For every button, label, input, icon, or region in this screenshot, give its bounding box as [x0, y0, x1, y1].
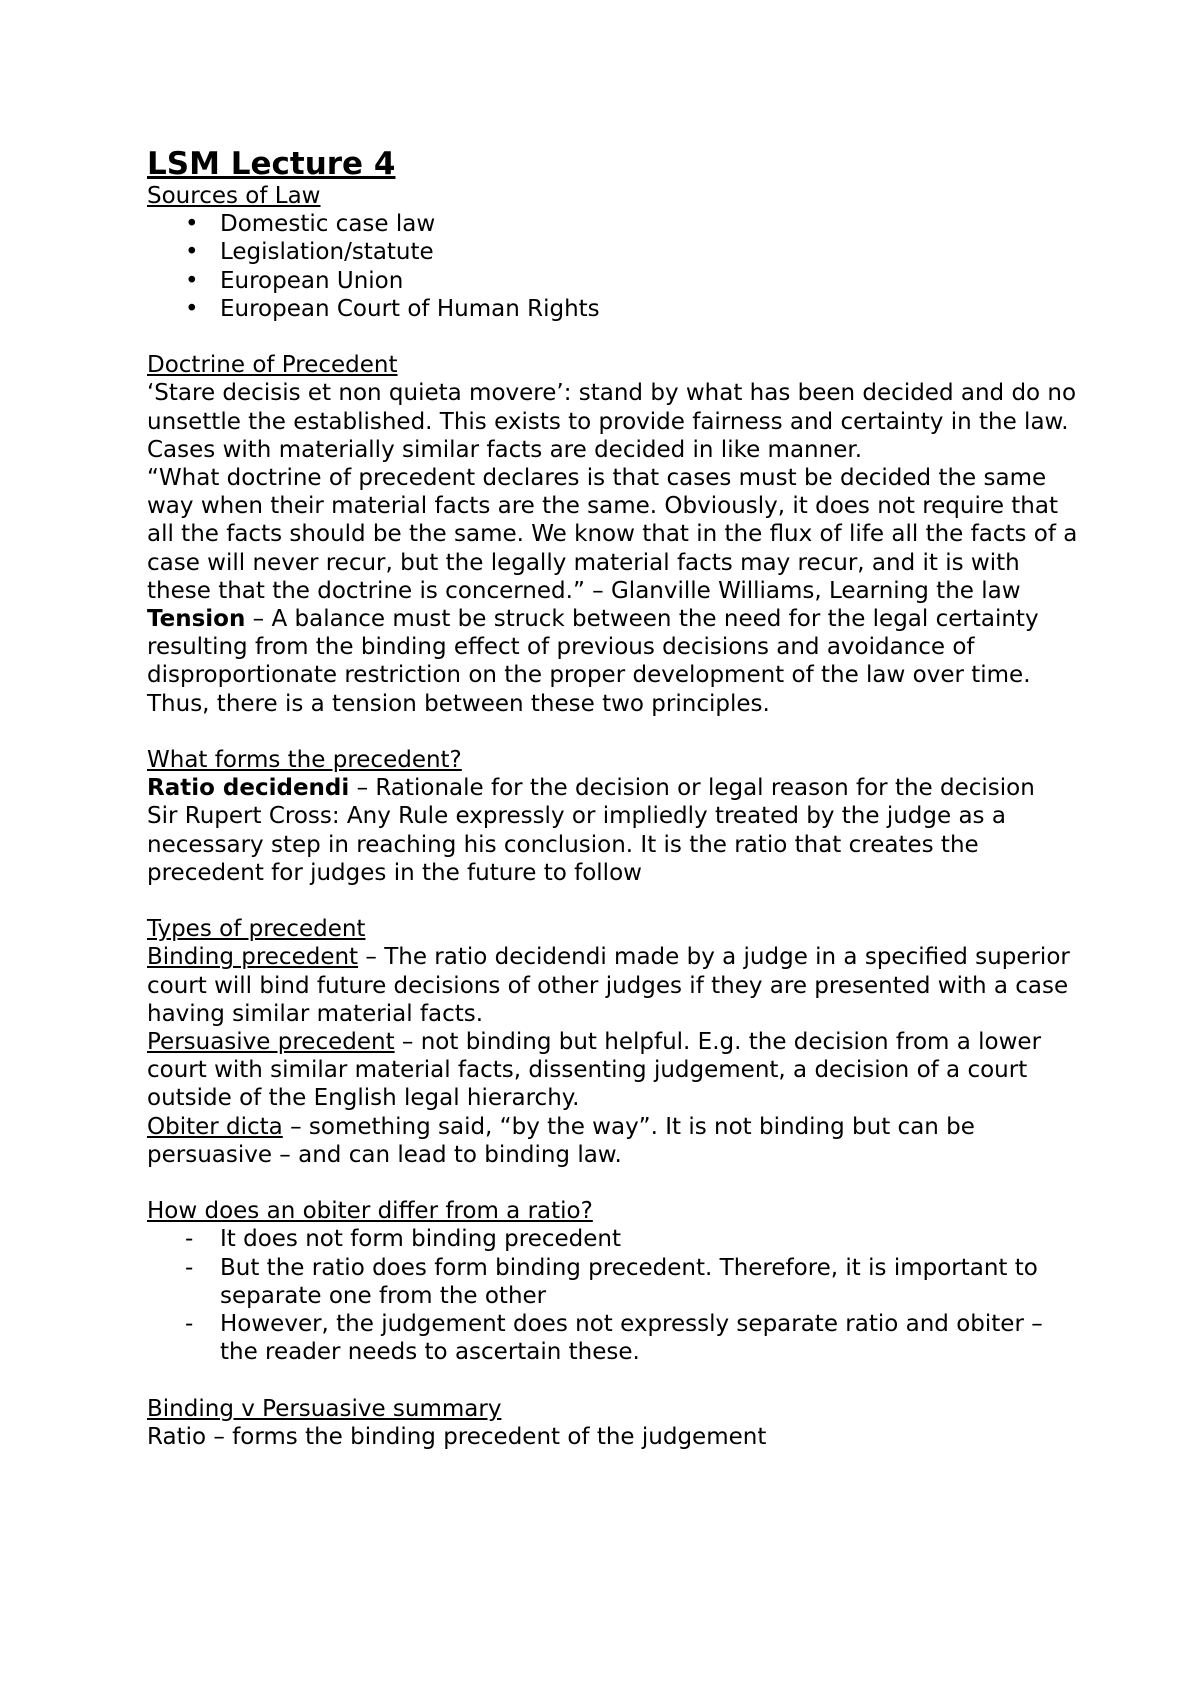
- doctrine-quote: “What doctrine of precedent declares is that cases must be decided the same way when their material facts are the same. Obviously, it does not require that all the facts should be the same. We know that in the flux of life all the facts of a case will never recur, but the legally material facts may recur, and it is with these that the doctrine is concerned.” – Glanville Williams, Learning the law: [147, 465, 1078, 604]
- sources-heading: Sources of Law: [147, 183, 321, 209]
- tension-text: – A balance must be struck between the need for the legal certainty resulting from the binding effect of previous decisions and avoidance of disproportionate restriction on the proper development of the law over time. Thus, there is a tension between these two principles.: [147, 606, 1039, 717]
- dash-icon: -: [185, 1254, 194, 1281]
- ratio-paragraph: [147, 774, 1087, 802]
- bullet-icon: •: [185, 267, 199, 294]
- persuasive-paragraph: [147, 1028, 1087, 1113]
- obiter-term: Obiter dicta: [147, 1113, 283, 1140]
- summary-heading: Binding v Persuasive summary: [147, 1395, 502, 1422]
- dash-icon: -: [185, 1311, 194, 1338]
- binding-text: – The ratio decidendi made by a judge in a specified superior court will bind future decisions of other judges if they are presented with a case having similar material facts.: [147, 944, 1070, 1027]
- list-item: • Domestic case law: [185, 211, 436, 238]
- tension-term: Tension: [147, 606, 246, 633]
- types-heading: Types of precedent: [147, 916, 366, 943]
- list-item: • European Court of Human Rights: [185, 295, 600, 322]
- bullet-icon: •: [185, 295, 199, 322]
- ratio-text: – Rationale for the decision or legal reason for the decision: [349, 775, 1035, 802]
- list-item: - It does not form binding precedent: [185, 1226, 622, 1253]
- tension-paragraph: [147, 605, 1087, 718]
- spacer: [147, 887, 1087, 915]
- spacer: [147, 323, 1087, 351]
- persuasive-term: Persuasive precedent: [147, 1029, 395, 1056]
- document-page: [147, 146, 1087, 1451]
- bullet-icon: •: [185, 239, 199, 266]
- sources-list: [147, 210, 1087, 323]
- spacer: [147, 1366, 1087, 1394]
- cross-paragraph: Sir Rupert Cross: Any Rule expressly or impliedly treated by the judge as a necessary step in reaching his conclusion. It is the ratio that creates the precedent for judges in the future to follow: [147, 803, 1006, 886]
- ratio-term: Ratio decidendi: [147, 775, 350, 802]
- doctrine-paragraph: ‘Stare decisis et non quieta movere’: stand by what has been decided and do no unsettle the established. This exists to provide fairness and certainty in the law. Cases with materially similar facts are decided in like manner.: [147, 380, 1077, 463]
- spacer: [147, 718, 1087, 746]
- spacer: [147, 1169, 1087, 1197]
- document-title: LSM Lecture 4: [147, 146, 396, 182]
- list-item: • Legislation/statute: [185, 239, 434, 266]
- obiter-text: – something said, “by the way”. It is not binding but can be persuasive – and can lead to binding law.: [147, 1113, 975, 1168]
- list-item: • European Union: [185, 267, 404, 294]
- binding-paragraph: [147, 943, 1087, 1028]
- doctrine-heading: Doctrine of Precedent: [147, 352, 398, 379]
- differ-heading: How does an obiter differ from a ratio?: [147, 1198, 593, 1225]
- list-item: - However, the judgement does not expressly separate ratio and obiter – the reader needs to ascertain these.: [185, 1311, 1043, 1366]
- forms-heading: What forms the precedent?: [147, 747, 462, 774]
- obiter-paragraph: [147, 1113, 1087, 1169]
- binding-term: Binding precedent: [147, 944, 359, 971]
- bullet-icon: •: [185, 211, 199, 238]
- dash-icon: -: [185, 1226, 194, 1253]
- differ-list: [147, 1225, 1087, 1366]
- summary-line: Ratio – forms the binding precedent of the judgement: [147, 1423, 767, 1450]
- list-item: - But the ratio does form binding precedent. Therefore, it is important to separate one from the other: [185, 1254, 1038, 1309]
- persuasive-text: – not binding but helpful. E.g. the decision from a lower court with similar material facts, dissenting judgement, a decision of a court outside of the English legal hierarchy.: [147, 1029, 1042, 1112]
